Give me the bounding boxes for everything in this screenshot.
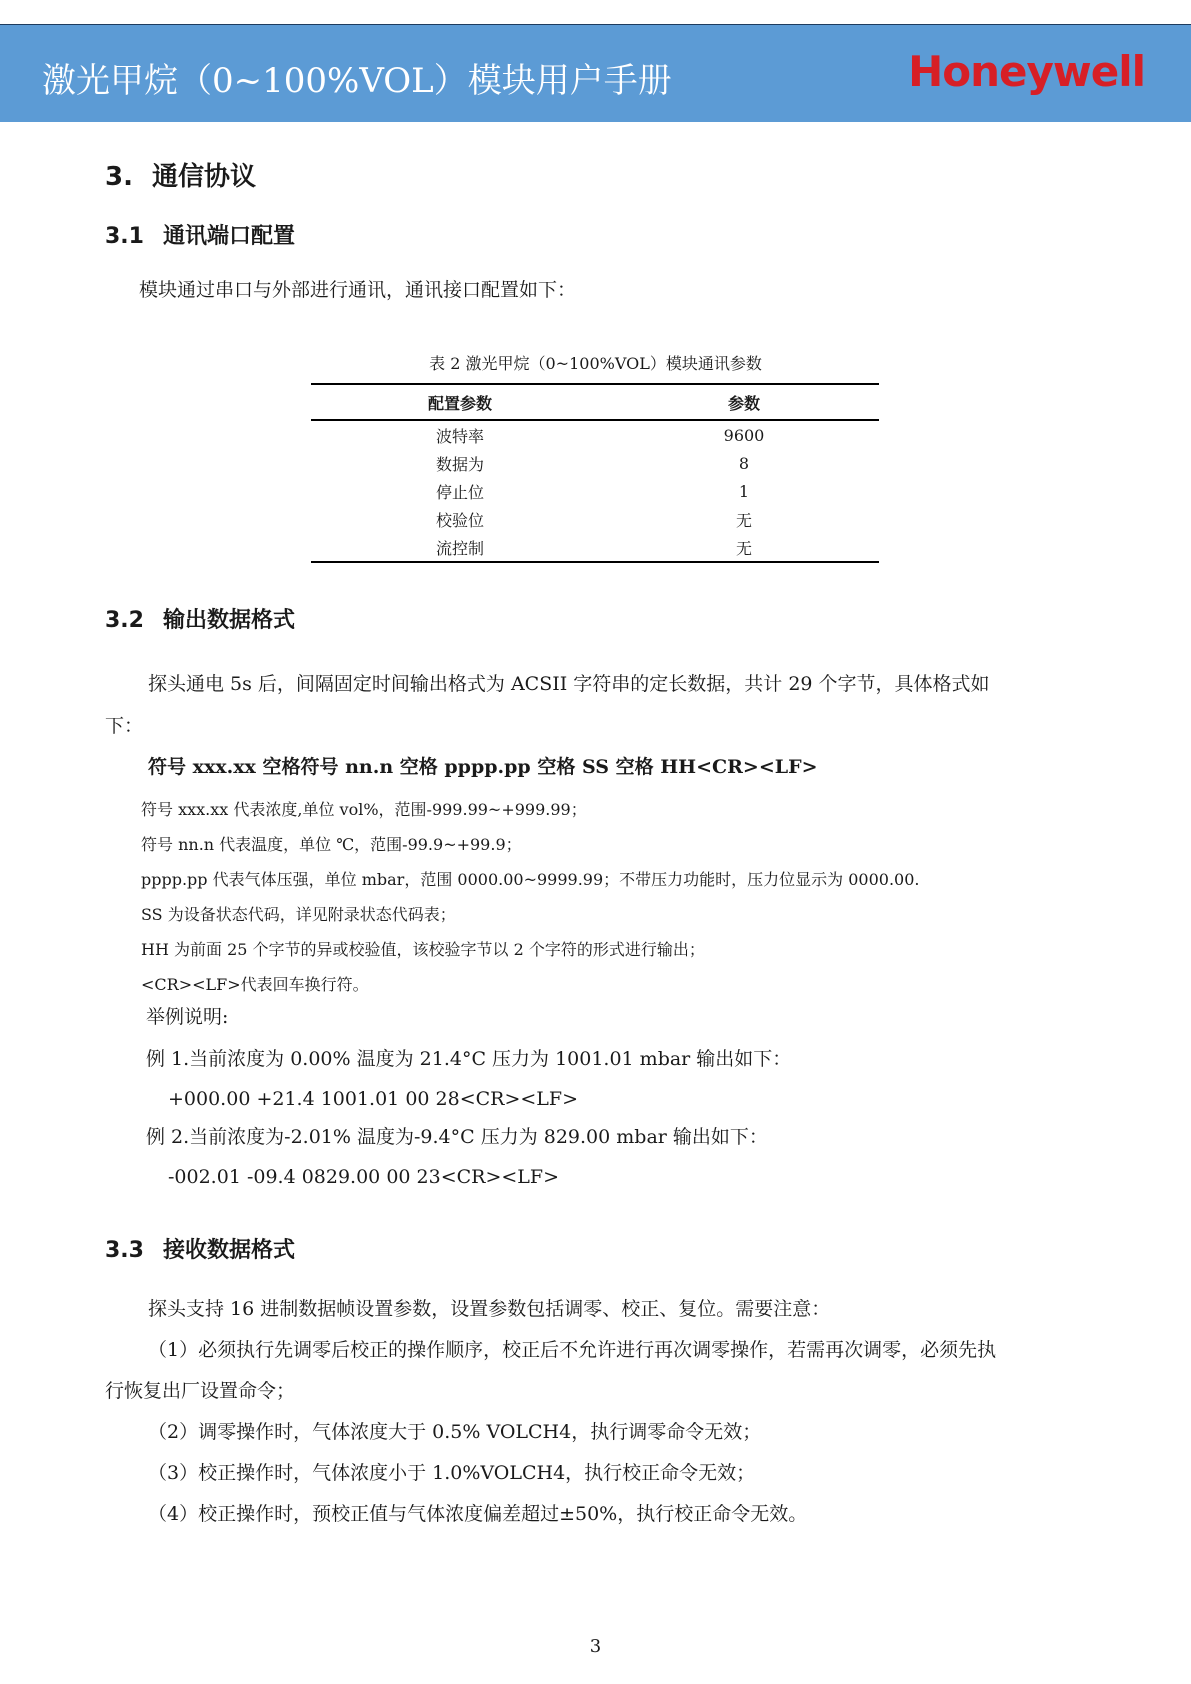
example-1-output: +000.00 +21.4 1001.01 00 28<CR><LF> (168, 1088, 579, 1110)
honeywell-logo: Honeywell (908, 47, 1145, 96)
section-3-1-number: 3.1 (105, 224, 144, 249)
table-cell: 无 (735, 510, 752, 530)
table-cell: 9600 (723, 425, 765, 445)
table-cell: 波特率 (435, 426, 484, 446)
table-cell: 流控制 (435, 538, 484, 558)
format-note: HH 为前面 25 个字节的异或校验值，该校验字节以 2 个字符的形式进行输出； (141, 940, 705, 959)
table-cell: 1 (738, 481, 750, 501)
table-row (311, 449, 879, 477)
example-2: 例 2.当前浓度为-2.01% 温度为-9.4°C 压力为 829.00 mbar 输出如下： (146, 1126, 768, 1148)
section-3-1-intro: 模块通过串口与外部进行通讯，通讯接口配置如下： (139, 279, 577, 301)
section-3-2-para-line2: 下： (105, 715, 144, 737)
note-item-1-line2: 行恢复出厂设置命令； (105, 1380, 296, 1402)
table-row (311, 420, 879, 449)
section-3-3-number: 3.3 (105, 1238, 144, 1263)
section-3-2-title: 输出数据格式 (163, 608, 296, 633)
document-title: 激光甲烷（0~100%VOL）模块用户手册 (42, 61, 672, 101)
example-1: 例 1.当前浓度为 0.00% 温度为 21.4°C 压力为 1001.01 mbar 输出如下： (146, 1048, 792, 1070)
section-3-2-heading (105, 603, 295, 634)
table-cell: 数据为 (435, 454, 484, 474)
section-3-heading (105, 156, 256, 193)
section-3-2-number: 3.2 (105, 608, 144, 633)
note-item-1-line1: （1）必须执行先调零后校正的操作顺序，校正后不允许进行再次调零操作，若需再次调零，必须先执 (148, 1339, 997, 1361)
table-row (311, 533, 879, 562)
note-item-2: （2）调零操作时，气体浓度大于 0.5% VOLCH4，执行调零命令无效； (148, 1421, 762, 1443)
section-3-number: 3. (105, 162, 133, 192)
format-note: <CR><LF>代表回车换行符。 (141, 975, 369, 994)
section-3-3-title: 接收数据格式 (163, 1238, 296, 1263)
section-3-3-heading (105, 1233, 295, 1264)
format-note: 符号 nn.n 代表温度，单位 ℃，范围-99.9~+99.9； (141, 835, 522, 854)
section-3-1-heading (105, 219, 295, 250)
table-cell: 校验位 (435, 510, 484, 530)
section-3-title: 通信协议 (152, 162, 257, 192)
table-cell: 8 (738, 453, 750, 473)
column-header-config: 配置参数 (311, 384, 609, 420)
section-3-3-intro: 探头支持 16 进制数据帧设置参数，设置参数包括调零、校正、复位。需要注意： (148, 1298, 831, 1320)
table-2-caption: 表 2 激光甲烷（0~100%VOL）模块通讯参数 (429, 354, 762, 373)
page-header (0, 25, 1191, 122)
table-row (311, 505, 879, 533)
table-2-comm-params (311, 383, 879, 563)
table-cell: 停止位 (435, 482, 484, 502)
note-item-4: （4）校正操作时，预校正值与气体浓度偏差超过±50%，执行校正命令无效。 (148, 1503, 808, 1525)
table-row (311, 477, 879, 505)
example-heading: 举例说明: (146, 1006, 229, 1028)
section-3-2-para-line1: 探头通电 5s 后，间隔固定时间输出格式为 ACSII 字符串的定长数据，共计 29 个字节，具体格式如 (148, 673, 990, 695)
table-cell: 无 (735, 538, 752, 558)
column-header-value: 参数 (609, 384, 879, 420)
output-format-string: 符号 xxx.xx 空格符号 nn.n 空格 pppp.pp 空格 SS 空格 HH<CR><LF> (148, 756, 818, 778)
section-3-1-title: 通讯端口配置 (163, 224, 296, 249)
format-note: pppp.pp 代表气体压强，单位 mbar，范围 0000.00~9999.99；不带压力功能时，压力位显示为 0000.00. (141, 870, 920, 889)
example-2-output: -002.01 -09.4 0829.00 00 23<CR><LF> (168, 1166, 560, 1188)
format-note: 符号 xxx.xx 代表浓度,单位 vol%，范围-999.99~+999.99； (141, 800, 587, 819)
note-item-3: （3）校正操作时，气体浓度小于 1.0%VOLCH4，执行校正命令无效； (148, 1462, 756, 1484)
format-note: SS 为设备状态代码，详见附录状态代码表； (141, 905, 456, 924)
page-number: 3 (589, 1636, 602, 1657)
table-header-row (311, 384, 879, 420)
